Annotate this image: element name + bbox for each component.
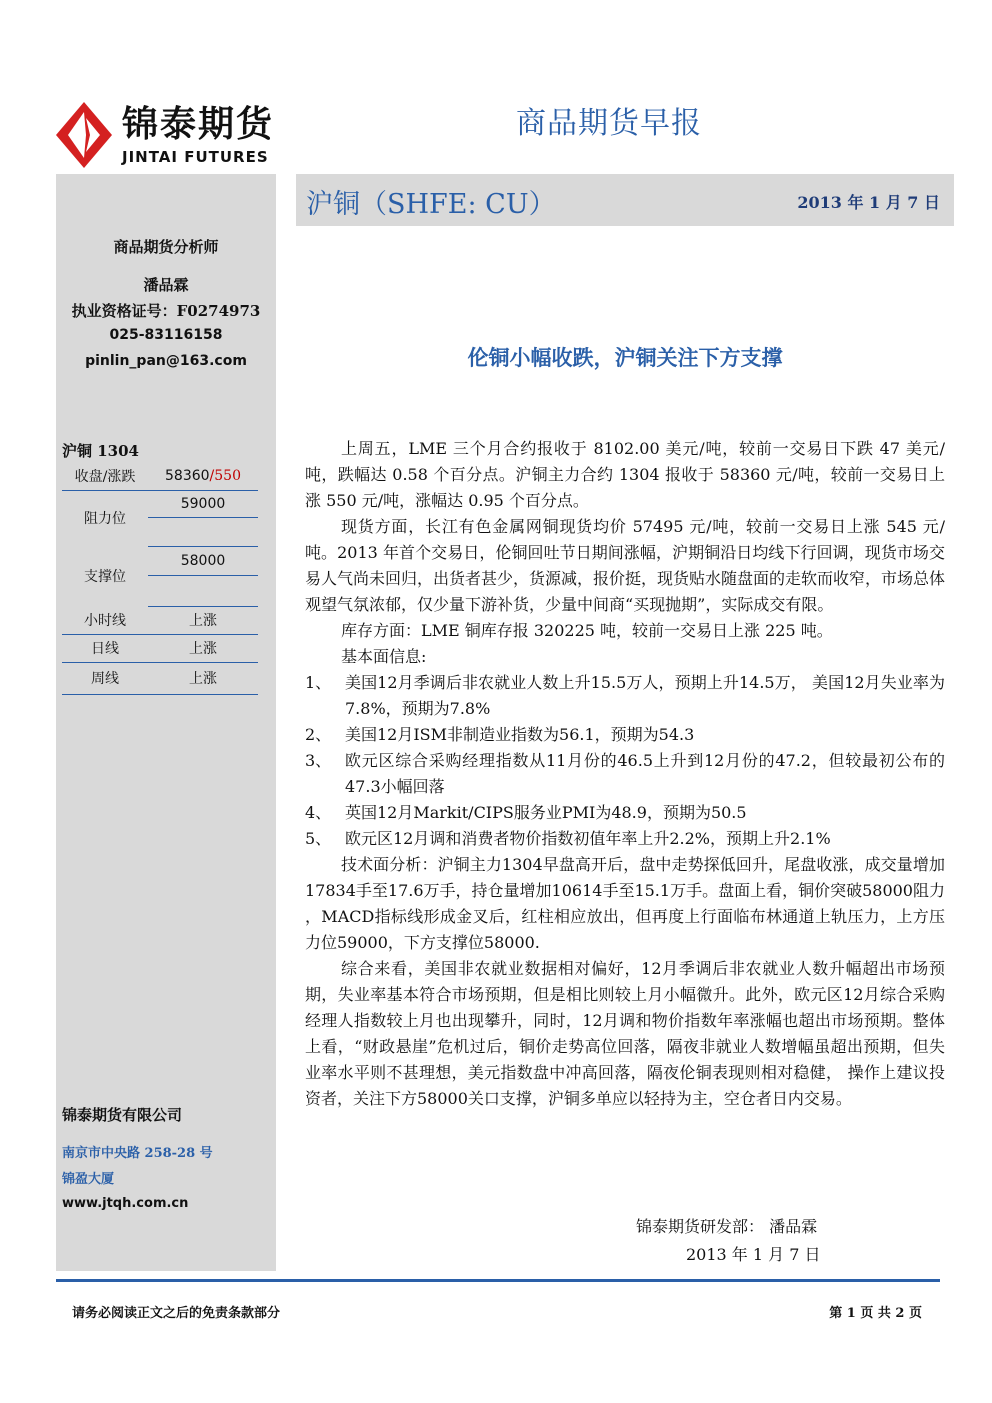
list-item [305, 826, 945, 852]
list-item [305, 748, 945, 800]
support-value: 58000 [148, 547, 258, 576]
company-building: 锦盈大厦 [62, 1172, 115, 1187]
table-row [62, 634, 258, 662]
list-item-text: 美国12月季调后非农就业人数上升15.5万人，预期上升14.5万， 美国12月失业率为7.8%，预期为7.8% [345, 673, 945, 718]
price-table [62, 462, 258, 695]
resist-value-cell [148, 490, 258, 546]
logo-chinese-text: 锦泰期货 [122, 104, 275, 145]
table-row [62, 546, 258, 606]
sidebar-panel [56, 174, 276, 1271]
footer-page-number: 第 1 页 共 2 页 [829, 1306, 922, 1321]
list-item-number: 5、 [305, 829, 332, 848]
paragraph-lme: 上周五，LME 三个月合约报收于 8102.00 美元/吨，较前一交易日下跌 47 美元/吨，跌幅达 0.58 个百分点。沪铜主力合约 1304 报收于 58360 元/吨，较前一交易日上涨 550 元/吨，涨幅达 0.95 个百分点。 [305, 439, 945, 510]
article-body [305, 436, 945, 1112]
resist-label: 阻力位 [84, 511, 126, 528]
logo-emblem-icon [56, 102, 112, 168]
analyst-name: 潘品霖 [143, 276, 189, 294]
contract-code: 沪铜 1304 [62, 442, 139, 460]
list-item-text: 英国12月Markit/CIPS服务业PMI为48.9，预期为50.5 [345, 803, 747, 822]
list-item [305, 800, 945, 826]
table-row [62, 490, 258, 546]
company-address: 南京市中央路 258-28 号 [62, 1146, 213, 1161]
list-item [305, 670, 945, 722]
commodity-title: 沪铜（SHFE: CU） [306, 189, 556, 220]
paragraph-fundamentals-heading: 基本面信息: [341, 647, 427, 666]
list-item-number: 2、 [305, 725, 332, 744]
footer-divider [56, 1279, 940, 1282]
support-value-cell [148, 546, 258, 606]
table-row [62, 462, 258, 490]
close-value: 58360 [165, 467, 210, 484]
resist-value: 59000 [148, 491, 258, 518]
close-separator: / [209, 467, 215, 484]
day-label: 日线 [62, 634, 148, 662]
company-website[interactable]: www.jtqh.com.cn [62, 1196, 189, 1211]
paragraph-inventory: 库存方面：LME 铜库存报 320225 吨，较前一交易日上涨 225 吨。 [341, 621, 833, 640]
paragraph-technical: 技术面分析：沪铜主力1304早盘高开后，盘中走势探低回升，尾盘收涨，成交量增加17834手至17.6万手，持仓量增加10614手至15.1万手。盘面上看，铜价突破58000阻力 ，MACD指标线形成金叉后，红柱相应放出，但再度上行面临布林通道上轨压力，上方压力位59000，下方支撑位58000. [305, 855, 945, 952]
list-item-number: 4、 [305, 803, 332, 822]
list-item-text: 欧元区12月调和消费者物价指数初值年率上升2.2%，预期上升2.1% [345, 829, 831, 848]
logo-english-text: JINTAI FUTURES [122, 148, 269, 166]
hour-value: 上涨 [148, 606, 258, 634]
license-number: 执业资格证号：F0274973 [71, 302, 261, 320]
week-value: 上涨 [148, 662, 258, 694]
close-change: 550 [214, 467, 241, 484]
signoff-author: 锦泰期货研发部： 潘品霖 [636, 1217, 818, 1236]
paragraph-summary: 综合来看，美国非农就业数据相对偏好，12月季调后非农就业人数升幅超出市场预期，失业率基本符合市场预期，但是相比则较上月小幅微升。此外，欧元区12月综合采购经理人指数较上月也出现攀升，同时，12月调和物价指数年率涨幅也超出市场预期。整体上看，“财政悬崖”危机过后，铜价走势高位回落，隔夜非就业人数增幅虽超出预期，但失业率水平则不甚理想，美元指数盘中冲高回落，隔夜伦铜表现则相对稳健， 操作上建议投资者，关注下方58000关口支撑，沪铜多单应以轻持为主，空仓者日内交易。 [305, 959, 945, 1108]
paragraph-spot: 现货方面，长江有色金属网铜现货均价 57495 元/吨，较前一交易日上涨 545 元/吨。2013 年首个交易日，伦铜回吐节日期间涨幅，沪期铜沿日均线下行回调，现货市场交易人气尚未回归，出货者甚少，货源减，报价挺，现货贴水随盘面的走软而收窄，市场总体观望气氛浓郁，仅少量下游补货，少量中间商“买现抛期”，实际成交有限。 [305, 517, 946, 614]
report-title: 商品期货早报 [516, 106, 702, 141]
list-item-number: 1、 [305, 673, 332, 692]
table-row [62, 662, 258, 694]
support-label: 支撑位 [84, 569, 126, 585]
close-value-cell [148, 462, 258, 490]
footer-disclaimer: 请务必阅读正文之后的免责条款部分 [72, 1306, 281, 1321]
list-item-text: 欧元区综合采购经理指数从11月份的46.5上升到12月份的47.2，但较最初公布的47.3小幅回落 [345, 751, 945, 796]
company-name: 锦泰期货有限公司 [62, 1106, 183, 1124]
day-value: 上涨 [148, 634, 258, 662]
analyst-email: pinlin_pan@163.com [85, 353, 247, 369]
report-date: 2013 年 1 月 7 日 [797, 193, 940, 212]
analyst-phone: 025-83116158 [109, 327, 223, 343]
close-label: 收盘/涨跌 [62, 462, 148, 490]
table-row [62, 606, 258, 634]
signoff-date: 2013 年 1 月 7 日 [686, 1245, 821, 1264]
list-item [305, 722, 945, 748]
week-label: 周线 [62, 662, 148, 694]
list-item-text: 美国12月ISM非制造业指数为56.1，预期为54.3 [345, 725, 695, 744]
analyst-heading: 商品期货分析师 [113, 238, 219, 256]
commodity-header-band [296, 174, 954, 226]
article-headline: 伦铜小幅收跌，沪铜关注下方支撑 [467, 345, 783, 370]
list-item-number: 3、 [305, 751, 332, 770]
hour-label: 小时线 [62, 606, 148, 634]
company-logo [56, 96, 276, 172]
